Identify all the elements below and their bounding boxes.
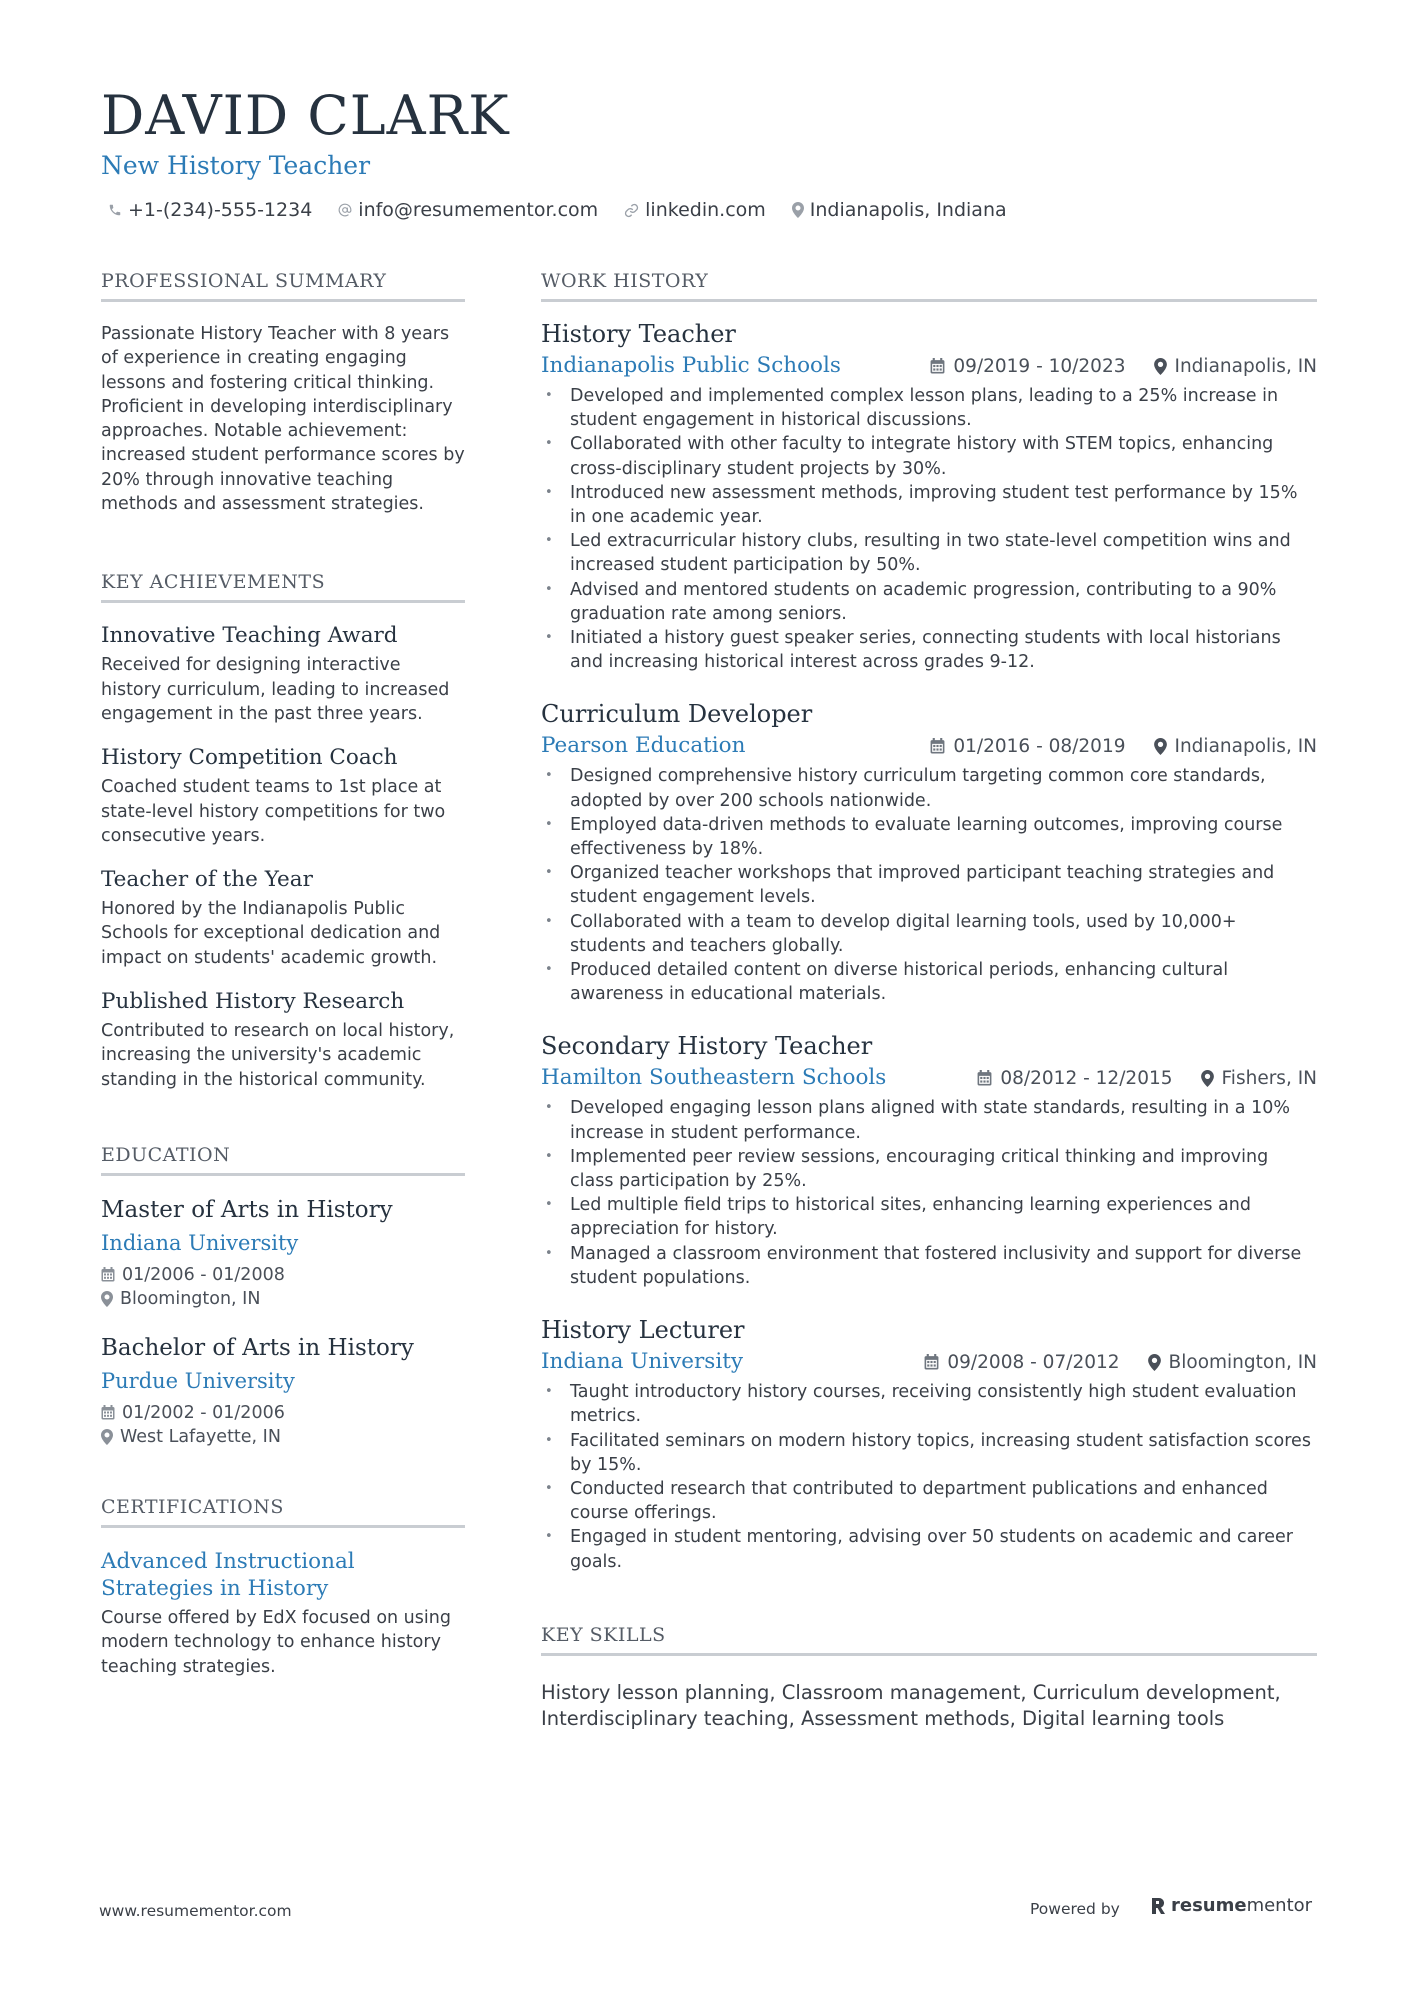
- job-meta: [930, 736, 1317, 757]
- achievement-item: [101, 621, 465, 726]
- achievement-title: Innovative Teaching Award: [101, 623, 398, 649]
- location-text: Indianapolis, Indiana: [809, 199, 1007, 221]
- education-item: [101, 1332, 465, 1449]
- calendar-icon: [930, 738, 945, 754]
- contact-email[interactable]: [338, 199, 598, 221]
- job-dates-text: 01/2016 - 08/2019: [953, 735, 1126, 757]
- job-bullet: • Designed comprehensive history curriculum targeting common core standards, adopted by over 200 schools nationwide.: [541, 764, 1317, 812]
- job-bullet: • Collaborated with a team to develop digital learning tools, used by 10,000+ students and teachers globally.: [541, 910, 1317, 958]
- achievement-item: [101, 987, 465, 1092]
- job-location-text: Fishers, IN: [1221, 1067, 1317, 1089]
- job-dates-text: 09/2019 - 10/2023: [953, 355, 1126, 377]
- map-pin-icon: [1154, 738, 1167, 755]
- job-title-headline: New History Teacher: [101, 151, 371, 180]
- job-bullet: • Organized teacher workshops that improved participant teaching strategies and student engagement levels.: [541, 861, 1317, 909]
- logo-text-resume: resume: [1171, 1895, 1247, 1916]
- job-title: Curriculum Developer: [541, 700, 813, 729]
- certifications-heading: CERTIFICATIONS: [101, 1494, 465, 1528]
- job-bullets: [541, 1096, 1317, 1290]
- job-bullets: [541, 384, 1317, 674]
- education-location: [101, 1287, 465, 1311]
- job-bullet: • Developed engaging lesson plans aligned with state standards, resulting in a 10% increase in student performance.: [541, 1096, 1317, 1144]
- map-pin-icon: [101, 1291, 113, 1307]
- job-dates: [930, 356, 1125, 377]
- job-company: Indianapolis Public Schools: [541, 353, 841, 378]
- certification-title-line: Strategies in History: [101, 1575, 329, 1601]
- left-column: [101, 268, 465, 1679]
- job-bullets: [541, 1380, 1317, 1574]
- job-bullet: • Employed data-driven methods to evaluate learning outcomes, improving course effectiveness by 18%.: [541, 813, 1317, 861]
- footer-logo[interactable]: [1150, 1895, 1312, 1916]
- job-location-text: Indianapolis, IN: [1174, 735, 1317, 757]
- job-bullet: • Advised and mentored students on academic progression, contributing to a 90% graduation rate among seniors.: [541, 578, 1317, 626]
- job-location: [1148, 1352, 1317, 1373]
- job-company: Pearson Education: [541, 733, 746, 759]
- certification-item: [101, 1548, 465, 1679]
- education-location-text: West Lafayette, IN: [120, 1426, 281, 1447]
- job-dates: [924, 1352, 1119, 1373]
- job-bullet: • Initiated a history guest speaker series, connecting students with local historians and increasing historical interest across grades 9-12.: [541, 626, 1317, 674]
- map-pin-icon: [792, 202, 804, 218]
- job-bullet: • Produced detailed content on diverse historical periods, enhancing cultural awareness in educational materials.: [541, 958, 1317, 1006]
- contact-location: [792, 199, 1007, 221]
- job-company: Indiana University: [541, 1349, 743, 1375]
- job-meta: [977, 1068, 1317, 1089]
- education-dates: [101, 1401, 465, 1425]
- education-location-text: Bloomington, IN: [120, 1288, 261, 1309]
- job-bullet: • Led extracurricular history clubs, resulting in two state-level competition wins and increased student participation by 50%.: [541, 529, 1317, 577]
- job-bullet: • Developed and implemented complex lesson plans, leading to a 25% increase in student engagement in historical discussions.: [541, 384, 1317, 432]
- job-dates: [930, 736, 1125, 757]
- calendar-icon: [924, 1354, 939, 1370]
- job-meta: [924, 1352, 1317, 1373]
- calendar-icon: [101, 1405, 115, 1420]
- job-bullet: • Taught introductory history courses, receiving consistently high student evaluation metrics.: [541, 1380, 1317, 1428]
- job-location-text: Indianapolis, IN: [1174, 355, 1317, 377]
- education-school: Indiana University: [101, 1230, 299, 1255]
- map-pin-icon: [1201, 1070, 1214, 1087]
- phone-icon: [108, 203, 122, 217]
- certification-title: [101, 1548, 465, 1602]
- footer-powered-by: Powered by: [1030, 1900, 1120, 1918]
- footer-url[interactable]: www.resumementor.com: [99, 1902, 292, 1920]
- job-bullet: • Engaged in student mentoring, advising over 50 students on academic and career goals.: [541, 1525, 1317, 1573]
- map-pin-icon: [101, 1429, 113, 1445]
- summary-heading: PROFESSIONAL SUMMARY: [101, 268, 465, 302]
- certification-title-line: Advanced Instructional: [101, 1548, 355, 1574]
- link-icon: [624, 203, 639, 218]
- logo-text-mentor: mentor: [1246, 1895, 1313, 1916]
- achievement-item: [101, 865, 465, 970]
- job-bullet: • Facilitated seminars on modern history topics, increasing student satisfaction scores by 15%.: [541, 1429, 1317, 1477]
- achievements-heading: KEY ACHIEVEMENTS: [101, 569, 465, 603]
- job-entry: [541, 1313, 1317, 1574]
- resumementor-logo-icon: [1150, 1896, 1166, 1916]
- calendar-icon: [101, 1267, 115, 1282]
- job-bullet: • Introduced new assessment methods, improving student test performance by 15% in one academic year.: [541, 481, 1317, 529]
- job-entry: [541, 697, 1317, 1006]
- job-dates: [977, 1068, 1172, 1089]
- achievement-desc: Received for designing interactive history curriculum, leading to increased engagement in the past three years.: [101, 655, 450, 724]
- summary-text: Passionate History Teacher with 8 years of experience in creating engaging lessons and fostering critical thinking. Proficient in developing interdisciplinary approaches. Notable achievement: increased student performance scores by 20% through innovative teaching methods and assessment strategies.: [101, 324, 465, 515]
- skills-text: History lesson planning, Classroom management, Curriculum development, Interdisciplinary teaching, Assessment methods, Digital learning tools: [541, 1680, 1281, 1731]
- job-entry: [541, 317, 1317, 674]
- job-entry: [541, 1029, 1317, 1290]
- education-degree: Master of Arts in History: [101, 1196, 393, 1223]
- job-header-row: [541, 1062, 1317, 1094]
- linkedin-text: linkedin.com: [645, 199, 766, 221]
- job-bullet: • Managed a classroom environment that fostered inclusivity and support for diverse student populations.: [541, 1242, 1317, 1290]
- job-location: [1154, 736, 1318, 757]
- achievement-desc: Honored by the Indianapolis Public Schools for exceptional dedication and impact on students' academic growth.: [101, 899, 441, 968]
- education-dates: [101, 1263, 465, 1287]
- education-degree: Bachelor of Arts in History: [101, 1334, 414, 1361]
- calendar-icon: [977, 1070, 992, 1086]
- job-header-row: [541, 1346, 1317, 1378]
- job-title: History Lecturer: [541, 1316, 745, 1345]
- phone-text: +1-(234)-555-1234: [128, 199, 313, 221]
- achievement-item: [101, 743, 465, 848]
- job-bullets: [541, 764, 1317, 1006]
- email-text: info@resumementor.com: [358, 199, 599, 221]
- skills-heading: KEY SKILLS: [541, 1622, 1317, 1656]
- job-dates-text: 09/2008 - 07/2012: [947, 1351, 1120, 1373]
- job-title: Secondary History Teacher: [541, 1032, 873, 1061]
- work-history-heading: WORK HISTORY: [541, 268, 1317, 302]
- job-company: Hamilton Southeastern Schools: [541, 1065, 887, 1091]
- achievement-title: History Competition Coach: [101, 745, 398, 771]
- contact-phone[interactable]: [108, 199, 312, 221]
- certification-desc: Course offered by EdX focused on using modern technology to enhance history teaching strategies.: [101, 1607, 451, 1677]
- education-dates-text: 01/2002 - 01/2006: [122, 1402, 285, 1423]
- education-location: [101, 1425, 465, 1449]
- achievement-title: Teacher of the Year: [101, 867, 313, 893]
- contact-linkedin[interactable]: [624, 199, 766, 221]
- job-bullet: • Led multiple field trips to historical sites, enhancing learning experiences and appreciation for history.: [541, 1193, 1317, 1241]
- achievement-desc: Coached student teams to 1st place at state-level history competitions for two consecutive years.: [101, 777, 446, 846]
- job-bullet: • Conducted research that contributed to department publications and enhanced course offerings.: [541, 1477, 1317, 1525]
- job-location: [1154, 356, 1318, 377]
- job-location: [1201, 1068, 1317, 1089]
- job-bullet: • Collaborated with other faculty to integrate history with STEM topics, enhancing cross-disciplinary student projects by 30%.: [541, 432, 1317, 480]
- achievement-title: Published History Research: [101, 989, 405, 1015]
- map-pin-icon: [1148, 1354, 1161, 1371]
- education-school: Purdue University: [101, 1368, 295, 1393]
- education-heading: EDUCATION: [101, 1142, 465, 1176]
- job-header-row: [541, 730, 1317, 762]
- contact-bar: [108, 199, 1033, 221]
- job-dates-text: 08/2012 - 12/2015: [1000, 1067, 1173, 1089]
- at-icon: [338, 203, 352, 217]
- job-bullet: • Implemented peer review sessions, encouraging critical thinking and improving class participation by 25%.: [541, 1145, 1317, 1193]
- job-meta: [930, 356, 1317, 377]
- job-title: History Teacher: [541, 320, 736, 348]
- job-header-row: [541, 350, 1317, 382]
- candidate-name: DAVID CLARK: [101, 84, 510, 147]
- right-column: [541, 268, 1317, 1733]
- job-location-text: Bloomington, IN: [1168, 1351, 1317, 1373]
- education-item: [101, 1194, 465, 1311]
- map-pin-icon: [1154, 358, 1167, 375]
- calendar-icon: [930, 358, 945, 374]
- achievement-desc: Contributed to research on local history, increasing the university's academic standing in the historical community.: [101, 1021, 455, 1090]
- education-dates-text: 01/2006 - 01/2008: [122, 1264, 285, 1285]
